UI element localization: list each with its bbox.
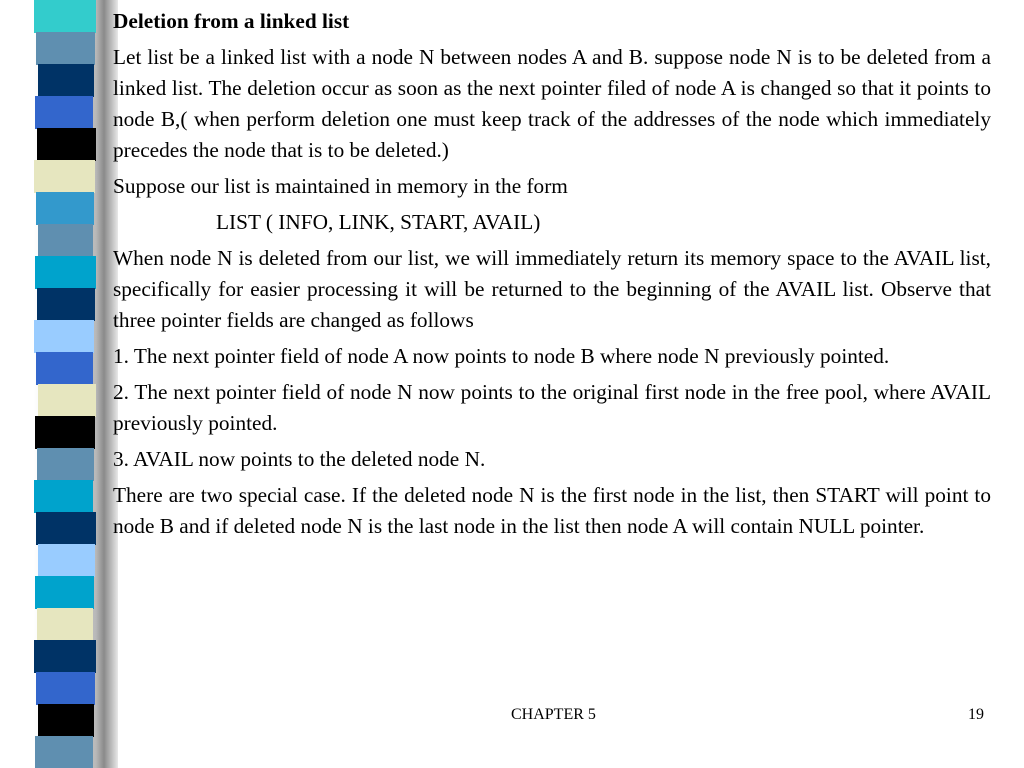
paragraph-memory-form: Suppose our list is maintained in memory in the form: [113, 174, 568, 198]
step-3: 3. AVAIL now points to the deleted node N.: [113, 447, 486, 471]
stripe-band: [35, 576, 94, 609]
stripe-band: [37, 128, 96, 161]
decorative-stripe: [0, 0, 118, 768]
stripe-band: [35, 96, 93, 129]
stripe-band: [35, 256, 96, 289]
stripe-band: [37, 448, 94, 481]
stripe-band: [38, 384, 96, 417]
stripe-band: [34, 0, 96, 33]
stripe-band: [36, 512, 96, 545]
stripe-band: [36, 192, 94, 225]
slide-title: Deletion from a linked list: [113, 9, 350, 33]
stripe-band: [36, 32, 95, 65]
footer-chapter: CHAPTER 5: [511, 706, 596, 723]
footer-page-number: 19: [968, 706, 984, 723]
stripe-band: [34, 320, 94, 353]
stripe-band: [38, 544, 95, 577]
stripe-band: [37, 608, 93, 641]
stripe-band: [34, 480, 93, 513]
step-2: 2. The next pointer field of node N now points to the original first node in the free pool, where AVAIL previously pointed.: [113, 380, 991, 435]
paragraph-special-cases: There are two special case. If the deleted node N is the first node in the list, then START will point to node B and if deleted node N is the last node in the list then node A will contain NULL pointer.: [113, 483, 991, 538]
stripe-band: [37, 288, 95, 321]
step-1: 1. The next pointer field of node A now points to node B where node N previously pointed.: [113, 344, 890, 368]
paragraph-intro: Let list be a linked list with a node N between nodes A and B. suppose node N is to be deleted from a linked list. The deletion occur as soon as the next pointer filed of node A is changed so that it points to node B,( when perform deletion one must keep track of the addresses of the node which immediately precedes the node that is to be deleted.): [113, 45, 991, 162]
paragraph-deletion-return: When node N is deleted from our list, we will immediately return its memory space to the AVAIL list, specifically for easier processing it will be returned to the beginning of the AVAIL list. Observe that three pointer fields are changed as follows: [113, 246, 991, 332]
stripe-band: [36, 672, 95, 705]
stripe-band: [35, 416, 95, 449]
stripe-band: [38, 64, 94, 97]
stripe-band: [34, 160, 95, 193]
stripe-band: [35, 736, 93, 768]
stripe-band: [38, 224, 93, 257]
list-definition: LIST ( INFO, LINK, START, AVAIL): [216, 210, 541, 234]
stripe-band: [36, 352, 93, 385]
slide-content: [113, 6, 991, 547]
stripe-band: [38, 704, 94, 737]
stripe-band: [34, 640, 96, 673]
